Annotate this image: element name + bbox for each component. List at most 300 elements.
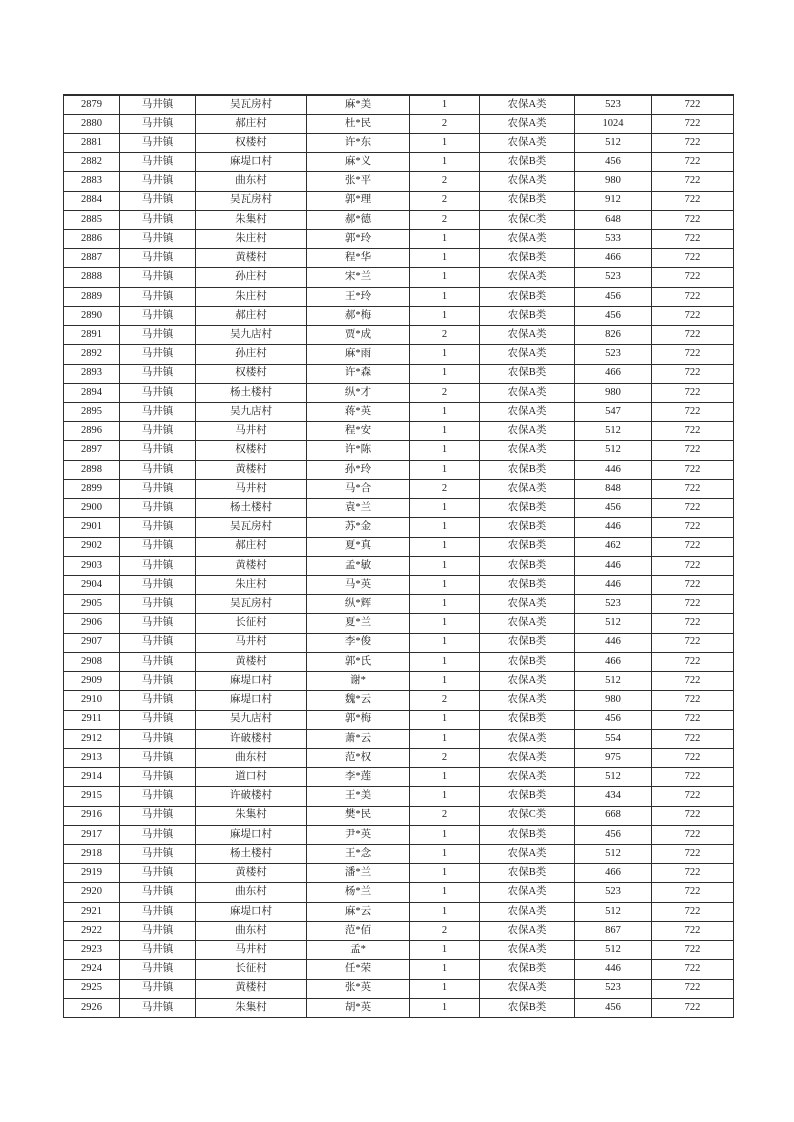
cell-count: 2 [410,806,480,825]
cell-count: 1 [410,499,480,518]
cell-town: 马井镇 [120,383,196,402]
cell-category: 农保B类 [480,710,575,729]
cell-person-name: 麻*义 [307,153,410,172]
cell-town: 马井镇 [120,979,196,998]
cell-serial: 2914 [64,768,120,787]
cell-count: 1 [410,998,480,1017]
cell-count: 2 [410,748,480,767]
cell-standard: 722 [652,768,734,787]
cell-amount: 648 [575,210,652,229]
cell-person-name: 杨*兰 [307,883,410,902]
cell-person-name: 纵*辉 [307,595,410,614]
cell-standard: 722 [652,172,734,191]
cell-serial: 2888 [64,268,120,287]
cell-person-name: 任*荣 [307,960,410,979]
cell-town: 马井镇 [120,845,196,864]
cell-person-name: 樊*民 [307,806,410,825]
cell-town: 马井镇 [120,575,196,594]
cell-category: 农保A类 [480,403,575,422]
cell-town: 马井镇 [120,133,196,152]
cell-village: 杨土楼村 [196,499,307,518]
cell-amount: 533 [575,230,652,249]
cell-village: 马井村 [196,422,307,441]
cell-count: 2 [410,210,480,229]
cell-standard: 722 [652,614,734,633]
cell-person-name: 程*华 [307,249,410,268]
table-row [64,364,734,383]
cell-category: 农保A类 [480,902,575,921]
cell-serial: 2904 [64,575,120,594]
cell-count: 2 [410,383,480,402]
cell-count: 1 [410,883,480,902]
cell-village: 吴九店村 [196,326,307,345]
cell-standard: 722 [652,575,734,594]
cell-serial: 2887 [64,249,120,268]
cell-serial: 2916 [64,806,120,825]
cell-person-name: 贾*成 [307,326,410,345]
table-row [64,287,734,306]
table-row [64,595,734,614]
table-row [64,941,734,960]
cell-standard: 722 [652,460,734,479]
cell-category: 农保B类 [480,960,575,979]
cell-count: 1 [410,403,480,422]
table-row [64,864,734,883]
cell-person-name: 李*俊 [307,633,410,652]
cell-person-name: 马*英 [307,575,410,594]
cell-amount: 434 [575,787,652,806]
cell-serial: 2889 [64,287,120,306]
cell-category: 农保A类 [480,748,575,767]
cell-category: 农保A类 [480,672,575,691]
cell-serial: 2902 [64,537,120,556]
cell-village: 杨土楼村 [196,845,307,864]
cell-category: 农保B类 [480,998,575,1017]
table-row [64,633,734,652]
cell-town: 马井镇 [120,230,196,249]
cell-person-name: 麻*雨 [307,345,410,364]
cell-amount: 512 [575,845,652,864]
cell-amount: 554 [575,729,652,748]
cell-category: 农保B类 [480,652,575,671]
cell-person-name: 夏*兰 [307,614,410,633]
cell-category: 农保A类 [480,691,575,710]
cell-category: 农保A类 [480,883,575,902]
cell-village: 麻堤口村 [196,672,307,691]
cell-person-name: 蒋*英 [307,403,410,422]
cell-standard: 722 [652,806,734,825]
cell-standard: 722 [652,845,734,864]
cell-standard: 722 [652,95,734,114]
cell-town: 马井镇 [120,537,196,556]
cell-category: 农保B类 [480,153,575,172]
cell-amount: 1024 [575,114,652,133]
cell-amount: 523 [575,979,652,998]
cell-person-name: 萧*云 [307,729,410,748]
cell-count: 1 [410,95,480,114]
table-row [64,268,734,287]
cell-category: 农保A类 [480,845,575,864]
cell-standard: 722 [652,479,734,498]
cell-serial: 2897 [64,441,120,460]
cell-standard: 722 [652,133,734,152]
cell-village: 朱集村 [196,210,307,229]
table-row [64,345,734,364]
cell-amount: 456 [575,499,652,518]
cell-category: 农保B类 [480,537,575,556]
cell-town: 马井镇 [120,268,196,287]
cell-town: 马井镇 [120,326,196,345]
cell-village: 郝庄村 [196,537,307,556]
table-row [64,383,734,402]
cell-town: 马井镇 [120,95,196,114]
cell-serial: 2921 [64,902,120,921]
cell-amount: 980 [575,172,652,191]
cell-person-name: 郝*德 [307,210,410,229]
cell-count: 1 [410,460,480,479]
table-row [64,729,734,748]
cell-category: 农保B类 [480,825,575,844]
cell-town: 马井镇 [120,191,196,210]
cell-village: 朱庄村 [196,230,307,249]
cell-category: 农保B类 [480,364,575,383]
table-row [64,460,734,479]
cell-amount: 466 [575,364,652,383]
table-row [64,249,734,268]
cell-village: 曲东村 [196,172,307,191]
table-row [64,479,734,498]
cell-count: 2 [410,191,480,210]
cell-serial: 2919 [64,864,120,883]
table-row [64,133,734,152]
table-row [64,998,734,1017]
cell-person-name: 尹*英 [307,825,410,844]
cell-village: 麻堤口村 [196,825,307,844]
cell-serial: 2900 [64,499,120,518]
cell-town: 马井镇 [120,114,196,133]
cell-standard: 722 [652,979,734,998]
cell-standard: 722 [652,672,734,691]
cell-count: 1 [410,864,480,883]
cell-town: 马井镇 [120,249,196,268]
cell-category: 农保A类 [480,729,575,748]
cell-town: 马井镇 [120,729,196,748]
cell-serial: 2886 [64,230,120,249]
cell-serial: 2883 [64,172,120,191]
cell-category: 农保B类 [480,499,575,518]
cell-standard: 722 [652,364,734,383]
cell-amount: 512 [575,902,652,921]
cell-town: 马井镇 [120,998,196,1017]
cell-serial: 2880 [64,114,120,133]
cell-person-name: 范*佰 [307,921,410,940]
cell-standard: 722 [652,249,734,268]
cell-amount: 512 [575,133,652,152]
cell-town: 马井镇 [120,941,196,960]
cell-serial: 2903 [64,556,120,575]
table-row [64,902,734,921]
cell-count: 2 [410,691,480,710]
table-row [64,499,734,518]
cell-count: 1 [410,345,480,364]
cell-category: 农保A类 [480,268,575,287]
cell-amount: 512 [575,422,652,441]
cell-town: 马井镇 [120,883,196,902]
cell-serial: 2893 [64,364,120,383]
cell-person-name: 谢* [307,672,410,691]
table-row [64,768,734,787]
cell-person-name: 胡*英 [307,998,410,1017]
cell-person-name: 张*英 [307,979,410,998]
cell-category: 农保A类 [480,979,575,998]
cell-category: 农保A类 [480,95,575,114]
table-row [64,210,734,229]
cell-person-name: 夏*真 [307,537,410,556]
cell-category: 农保A类 [480,479,575,498]
cell-person-name: 郭*氏 [307,652,410,671]
cell-amount: 980 [575,383,652,402]
cell-standard: 722 [652,941,734,960]
cell-person-name: 张*平 [307,172,410,191]
cell-town: 马井镇 [120,172,196,191]
cell-village: 麻堤口村 [196,902,307,921]
cell-person-name: 孟*敏 [307,556,410,575]
cell-standard: 722 [652,652,734,671]
cell-count: 1 [410,941,480,960]
cell-count: 1 [410,153,480,172]
cell-village: 吴瓦房村 [196,595,307,614]
cell-town: 马井镇 [120,345,196,364]
cell-person-name: 魏*云 [307,691,410,710]
cell-count: 1 [410,768,480,787]
cell-village: 曲东村 [196,921,307,940]
cell-category: 农保A类 [480,114,575,133]
cell-serial: 2896 [64,422,120,441]
cell-standard: 722 [652,556,734,575]
cell-person-name: 李*莲 [307,768,410,787]
cell-amount: 446 [575,460,652,479]
cell-amount: 512 [575,941,652,960]
table-row [64,575,734,594]
cell-category: 农保B类 [480,556,575,575]
cell-village: 朱集村 [196,998,307,1017]
cell-serial: 2899 [64,479,120,498]
cell-standard: 722 [652,287,734,306]
cell-standard: 722 [652,441,734,460]
cell-person-name: 纵*才 [307,383,410,402]
cell-standard: 722 [652,691,734,710]
cell-category: 农保B类 [480,460,575,479]
table-row [64,921,734,940]
cell-standard: 722 [652,114,734,133]
cell-serial: 2890 [64,306,120,325]
cell-village: 吴瓦房村 [196,518,307,537]
cell-village: 曲东村 [196,748,307,767]
table-row [64,652,734,671]
cell-standard: 722 [652,422,734,441]
cell-town: 马井镇 [120,518,196,537]
cell-standard: 722 [652,403,734,422]
insurance-subsidy-table [63,94,734,1018]
cell-town: 马井镇 [120,787,196,806]
table-row [64,114,734,133]
cell-town: 马井镇 [120,499,196,518]
cell-count: 1 [410,614,480,633]
cell-amount: 523 [575,883,652,902]
cell-village: 朱庄村 [196,575,307,594]
table-row [64,748,734,767]
cell-person-name: 王*玲 [307,287,410,306]
table-row [64,614,734,633]
cell-serial: 2923 [64,941,120,960]
cell-village: 黄楼村 [196,979,307,998]
cell-serial: 2920 [64,883,120,902]
cell-serial: 2884 [64,191,120,210]
cell-person-name: 许*陈 [307,441,410,460]
cell-count: 1 [410,979,480,998]
cell-village: 吴九店村 [196,403,307,422]
table-row [64,806,734,825]
cell-count: 1 [410,652,480,671]
cell-serial: 2905 [64,595,120,614]
cell-category: 农保A类 [480,614,575,633]
cell-category: 农保A类 [480,230,575,249]
cell-amount: 912 [575,191,652,210]
cell-standard: 722 [652,825,734,844]
cell-village: 许破楼村 [196,787,307,806]
cell-standard: 722 [652,518,734,537]
cell-amount: 456 [575,153,652,172]
cell-serial: 2898 [64,460,120,479]
cell-serial: 2915 [64,787,120,806]
cell-category: 农保B类 [480,864,575,883]
cell-amount: 523 [575,268,652,287]
cell-village: 郝庄村 [196,306,307,325]
cell-town: 马井镇 [120,479,196,498]
cell-serial: 2891 [64,326,120,345]
cell-town: 马井镇 [120,748,196,767]
cell-village: 道口村 [196,768,307,787]
cell-category: 农保B类 [480,306,575,325]
cell-village: 黄楼村 [196,864,307,883]
cell-town: 马井镇 [120,306,196,325]
cell-person-name: 孙*玲 [307,460,410,479]
cell-town: 马井镇 [120,210,196,229]
cell-person-name: 孟* [307,941,410,960]
cell-town: 马井镇 [120,652,196,671]
cell-town: 马井镇 [120,960,196,979]
cell-count: 1 [410,537,480,556]
cell-count: 1 [410,595,480,614]
cell-village: 朱集村 [196,806,307,825]
cell-village: 马井村 [196,633,307,652]
cell-count: 2 [410,326,480,345]
cell-count: 1 [410,960,480,979]
cell-village: 黄楼村 [196,556,307,575]
cell-person-name: 许*森 [307,364,410,383]
cell-serial: 2910 [64,691,120,710]
cell-amount: 466 [575,864,652,883]
cell-standard: 722 [652,306,734,325]
cell-category: 农保C类 [480,210,575,229]
cell-category: 农保A类 [480,345,575,364]
cell-category: 农保A类 [480,768,575,787]
table-row [64,672,734,691]
cell-town: 马井镇 [120,595,196,614]
table-row [64,825,734,844]
cell-village: 吴九店村 [196,710,307,729]
cell-count: 1 [410,230,480,249]
cell-count: 1 [410,787,480,806]
cell-standard: 722 [652,748,734,767]
cell-standard: 722 [652,787,734,806]
table-row [64,422,734,441]
table-body [64,95,734,1018]
cell-town: 马井镇 [120,614,196,633]
cell-village: 郝庄村 [196,114,307,133]
cell-town: 马井镇 [120,902,196,921]
cell-town: 马井镇 [120,691,196,710]
cell-category: 农保A类 [480,941,575,960]
cell-category: 农保A类 [480,133,575,152]
cell-amount: 462 [575,537,652,556]
cell-count: 2 [410,114,480,133]
cell-amount: 975 [575,748,652,767]
cell-category: 农保C类 [480,806,575,825]
cell-person-name: 郝*梅 [307,306,410,325]
cell-category: 农保B类 [480,518,575,537]
cell-count: 1 [410,710,480,729]
cell-serial: 2881 [64,133,120,152]
cell-amount: 456 [575,825,652,844]
cell-serial: 2907 [64,633,120,652]
cell-person-name: 程*安 [307,422,410,441]
table-row [64,710,734,729]
cell-person-name: 杜*民 [307,114,410,133]
cell-category: 农保B类 [480,287,575,306]
cell-standard: 722 [652,595,734,614]
cell-category: 农保B类 [480,249,575,268]
cell-person-name: 麻*美 [307,95,410,114]
cell-town: 马井镇 [120,556,196,575]
cell-count: 1 [410,518,480,537]
cell-person-name: 郭*梅 [307,710,410,729]
cell-town: 马井镇 [120,287,196,306]
table-row [64,787,734,806]
cell-standard: 722 [652,710,734,729]
cell-standard: 722 [652,268,734,287]
cell-serial: 2882 [64,153,120,172]
table-row [64,153,734,172]
cell-town: 马井镇 [120,672,196,691]
cell-category: 农保A类 [480,383,575,402]
cell-count: 2 [410,921,480,940]
cell-village: 长征村 [196,960,307,979]
cell-standard: 722 [652,633,734,652]
cell-serial: 2901 [64,518,120,537]
cell-count: 1 [410,575,480,594]
cell-amount: 523 [575,595,652,614]
cell-category: 农保B类 [480,575,575,594]
cell-amount: 512 [575,672,652,691]
cell-serial: 2913 [64,748,120,767]
table-row [64,537,734,556]
cell-town: 马井镇 [120,460,196,479]
cell-standard: 722 [652,153,734,172]
table-row [64,191,734,210]
table-row [64,960,734,979]
cell-town: 马井镇 [120,864,196,883]
